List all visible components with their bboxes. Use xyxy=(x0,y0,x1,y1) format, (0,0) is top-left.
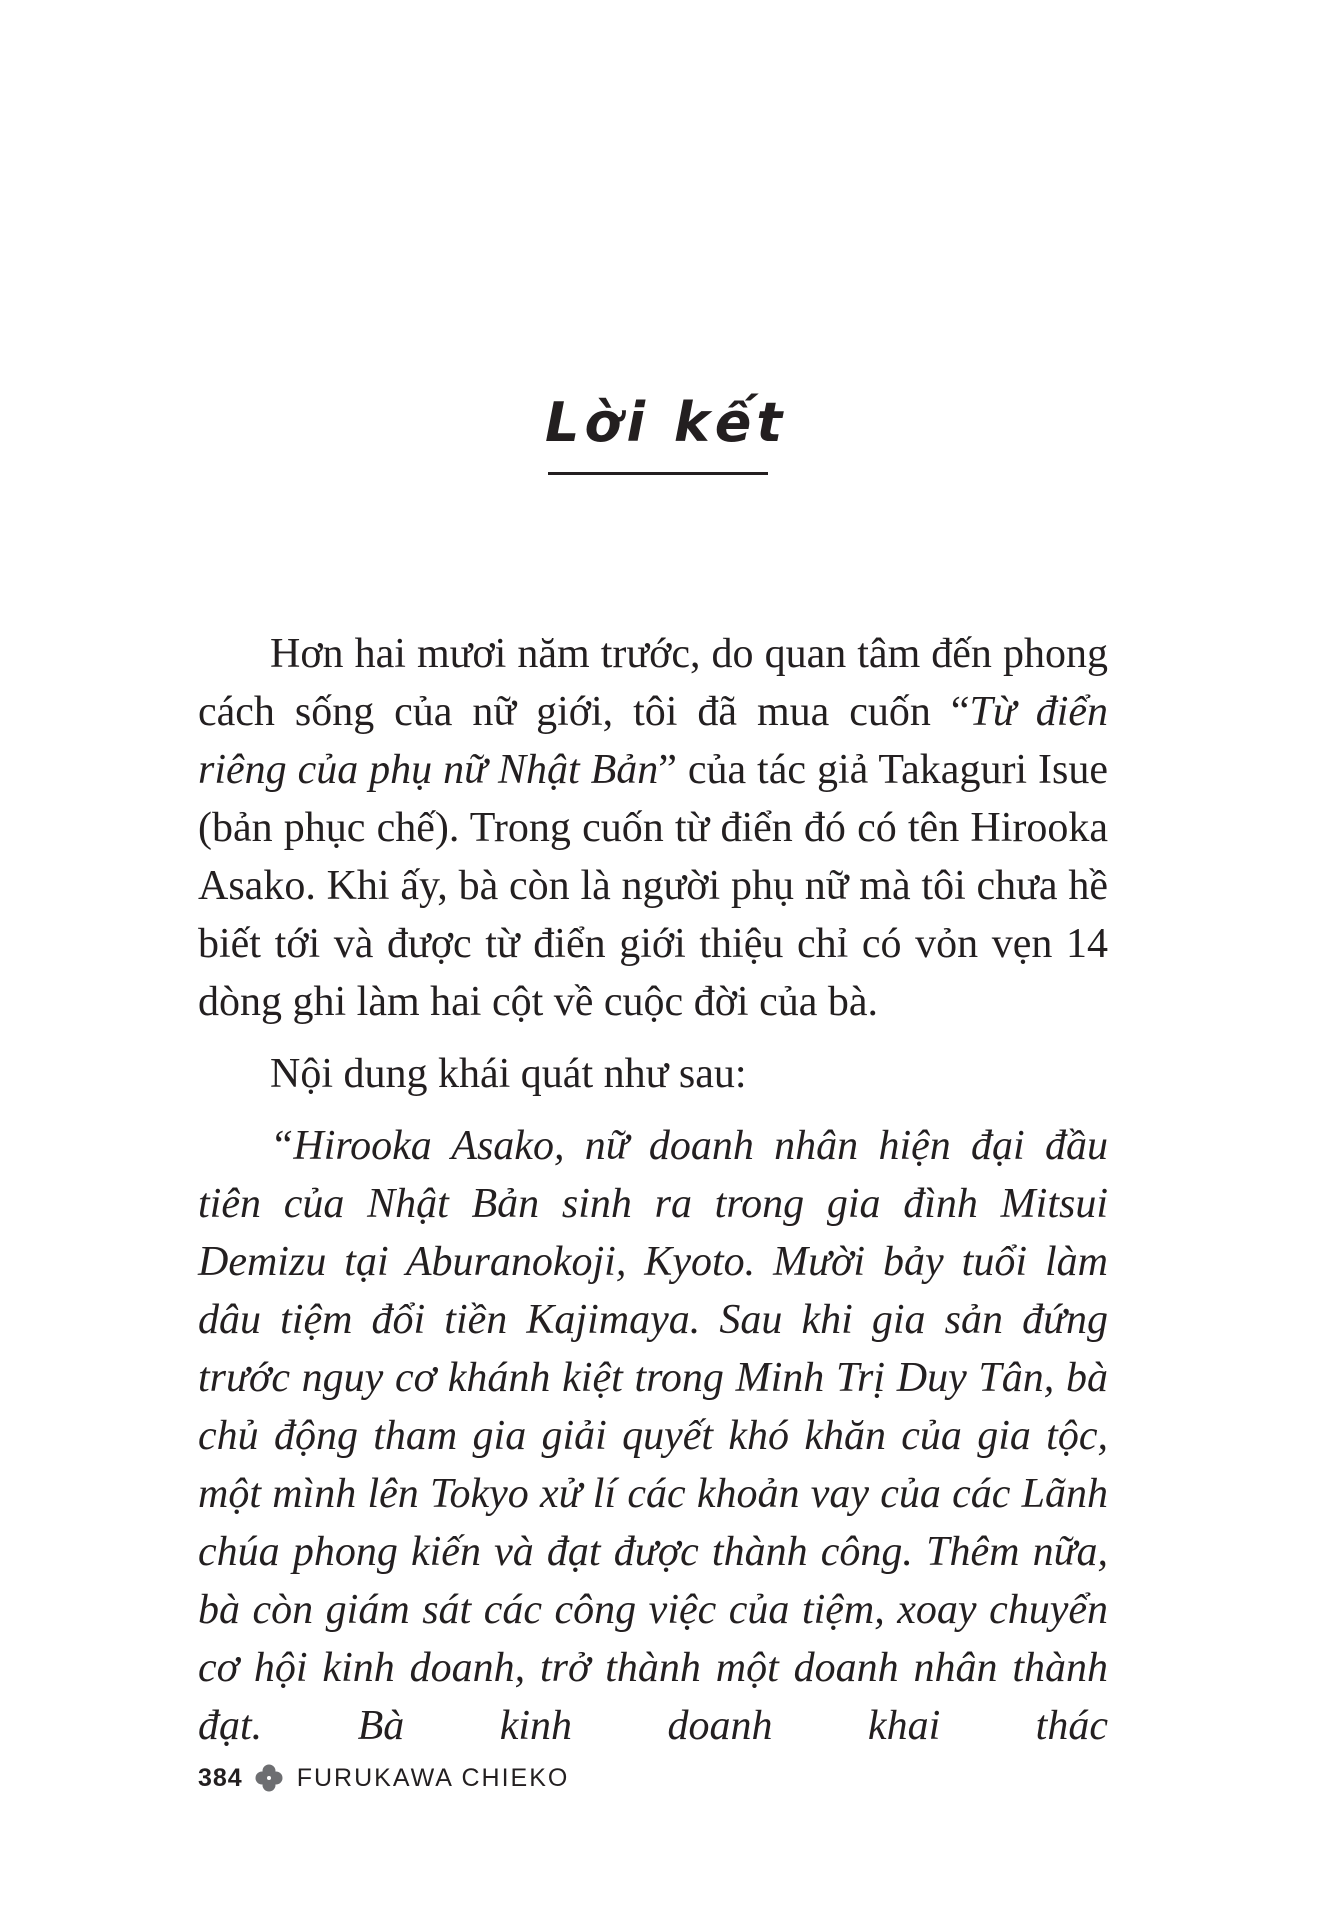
paragraph-dictionary-quote: “Hirooka Asako, nữ doanh nhân hiện đại đầu tiên của Nhật Bản sinh ra trong gia đình Mitsui Demizu tại Aburanokoji, Kyoto. Mười bảy tuổi làm dâu tiệm đổi tiền Kajimaya. Sau khi gia sản đứng trước nguy cơ khánh kiệt trong Minh Trị Duy Tân, bà chủ động tham gia giải quyết khó khăn của gia tộc, một mình lên Tokyo xử lí các khoản vay của các Lãnh chúa phong kiến và đạt được thành công. Thêm nữa, bà còn giám sát các công việc của tiệm, xoay chuyển cơ hội kinh doanh, trở thành một doanh nhân thành đạt. Bà kinh doanh khai thác xyxy=(198,1123,1108,1749)
book-title: Từ điển riêng của phụ nữ Nhật Bản xyxy=(198,689,1109,793)
page-footer xyxy=(198,1758,569,1798)
paragraph-intro xyxy=(198,625,1108,1031)
body-text xyxy=(198,625,1108,1769)
paragraph-intro-text-1: Hơn hai mươi năm trước, do quan tâm đến phong cách sống của nữ giới, tôi đã mua cuốn “ xyxy=(198,631,1108,735)
author-name: FURUKAWA CHIEKO xyxy=(296,1763,570,1792)
paragraph-summary-lead: Nội dung khái quát như sau: xyxy=(270,1051,747,1097)
title-underline xyxy=(548,472,768,475)
paragraph-intro-text-2: ” của tác giả Takaguri Isue (bản phục chế). Trong cuốn từ điển đó có tên Hirooka Asako. Khi ấy, bà còn là người phụ nữ mà tôi chưa hề biết tới và được từ điển giới thiệu chỉ có vỏn vẹn 14 dòng ghi làm hai cột về cuộc đời của bà. xyxy=(198,747,1109,1025)
page-number: 384 xyxy=(198,1763,243,1792)
clover-icon xyxy=(253,1762,285,1794)
chapter-title: Lời kết xyxy=(545,391,788,454)
